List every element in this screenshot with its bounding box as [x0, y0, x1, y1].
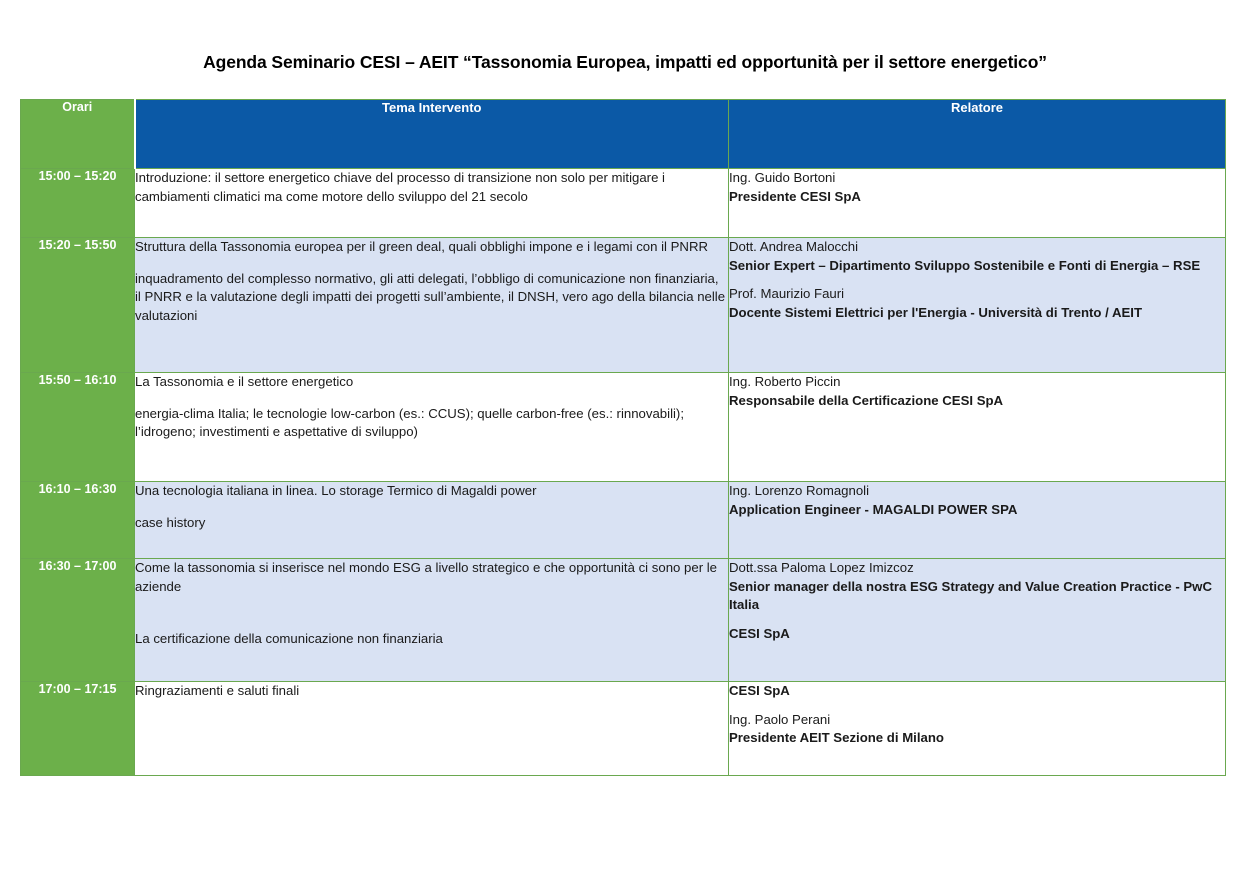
spacer	[135, 501, 728, 514]
speaker-name: Ing. Paolo Perani	[729, 711, 831, 727]
row-speaker	[729, 482, 1226, 559]
row-theme	[135, 559, 729, 682]
speaker-name: Prof. Maurizio Fauri	[729, 286, 845, 302]
theme-line: energia-clima Italia; le tecnologie low-carbon (es.: CCUS); quelle carbon-free (es.: rinnovabili); l’idrogeno; investimenti e aspettative di sviluppo)	[135, 405, 684, 440]
speaker-role: Senior Expert – Dipartimento Sviluppo Sostenibile e Fonti di Energia – RSE	[729, 257, 1201, 273]
agenda-table	[20, 99, 1226, 776]
table-body	[21, 169, 1226, 776]
theme-line: Ringraziamenti e saluti finali	[135, 683, 300, 698]
table-row	[21, 482, 1226, 559]
row-speaker	[729, 238, 1226, 373]
theme-line: La Tassonomia e il settore energetico	[135, 374, 354, 389]
page-title: Agenda Seminario CESI – AEIT “Tassonomia Europea, impatti ed opportunità per il settore energetico”	[203, 52, 1047, 72]
column-header-tema-intervento: Tema Intervento	[135, 100, 729, 169]
row-theme	[135, 169, 729, 238]
speaker-org: CESI SpA	[729, 626, 790, 642]
header-row	[21, 100, 1226, 169]
theme-line: case history	[135, 514, 206, 530]
theme-line: La certificazione della comunicazione non finanziaria	[135, 631, 443, 647]
speaker-role: Docente Sistemi Elettrici per l'Energia - Università di Trento / AEIT	[729, 305, 1143, 321]
row-time: 15:00 – 15:20	[21, 169, 135, 238]
row-speaker	[729, 169, 1226, 238]
spacer	[135, 596, 728, 630]
speaker-role: Application Engineer - MAGALDI POWER SPA	[729, 501, 1018, 517]
speaker-name: Ing. Lorenzo Romagnoli	[729, 483, 870, 498]
speaker-name: Dott.ssa Paloma Lopez Imizcoz	[729, 560, 914, 575]
theme-line: inquadramento del complesso normativo, gli atti delegati, l’obbligo di comunicazione non finanziaria, il PNRR e la valutazione degli impatti dei progetti sull’ambiente, il DNSH, vero ago della bilancia nelle valutazioni	[135, 270, 726, 324]
table-row	[21, 559, 1226, 682]
speaker-name: Ing. Roberto Piccin	[729, 374, 841, 389]
table-row	[21, 169, 1226, 238]
speaker-role: Responsabile della Certificazione CESI SpA	[729, 392, 1004, 408]
theme-line: Come la tassonomia si inserisce nel mondo ESG a livello strategico e che opportunità ci sono per le aziende	[135, 560, 718, 594]
column-header-orari: Orari	[21, 100, 135, 169]
row-time: 15:20 – 15:50	[21, 238, 135, 373]
speaker-org: CESI SpA	[729, 683, 790, 698]
row-time: 16:10 – 16:30	[21, 482, 135, 559]
spacer	[729, 275, 1225, 285]
spacer	[135, 257, 728, 270]
table-row	[21, 238, 1226, 373]
speaker-name: Ing. Guido Bortoni	[729, 170, 836, 185]
row-speaker	[729, 559, 1226, 682]
speaker-name: Dott. Andrea Malocchi	[729, 239, 859, 254]
row-theme	[135, 482, 729, 559]
theme-line: Struttura della Tassonomia europea per il green deal, quali obblighi impone e i legami con il PNRR	[135, 239, 709, 254]
theme-line: Una tecnologia italiana in linea. Lo storage Termico di Magaldi power	[135, 483, 537, 498]
table-header	[21, 100, 1226, 169]
spacer	[729, 701, 1225, 711]
row-speaker	[729, 682, 1226, 776]
theme-line: Introduzione: il settore energetico chiave del processo di transizione non solo per mitigare i cambiamenti climatici ma come motore dello sviluppo del 21 secolo	[135, 170, 665, 204]
row-theme	[135, 682, 729, 776]
column-header-relatore: Relatore	[729, 100, 1226, 169]
row-theme	[135, 238, 729, 373]
row-time: 15:50 – 16:10	[21, 373, 135, 482]
speaker-role: Senior manager della nostra ESG Strategy and Value Creation Practice - PwC Italia	[729, 578, 1212, 613]
speaker-role: Presidente AEIT Sezione di Milano	[729, 730, 944, 746]
spacer	[729, 615, 1225, 625]
row-time: 17:00 – 17:15	[21, 682, 135, 776]
speaker-role: Presidente CESI SpA	[729, 188, 861, 204]
spacer	[135, 392, 728, 405]
table-row	[21, 373, 1226, 482]
row-time: 16:30 – 17:00	[21, 559, 135, 682]
row-speaker	[729, 373, 1226, 482]
row-theme	[135, 373, 729, 482]
table-row	[21, 682, 1226, 776]
